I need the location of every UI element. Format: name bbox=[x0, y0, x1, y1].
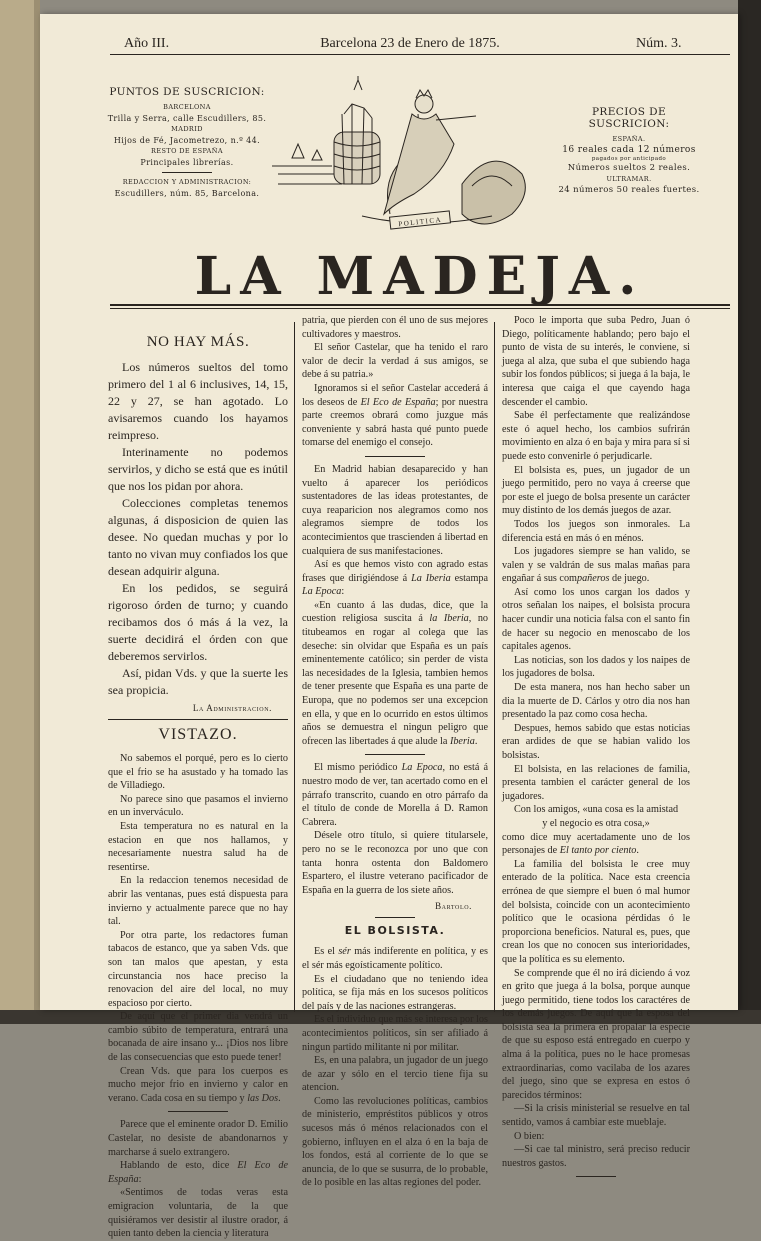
paragraph: Esta temperatura no es natural en la estacion en que nos hallamos, y necesariamente nuestra salud ha de resentirse. bbox=[108, 820, 288, 873]
scan-background bbox=[738, 0, 761, 1024]
paragraph: La familia del bolsista le cree muy enterado de la política. Nace esta creencia errónea de que siempre el buen ó mal humor del bolsista, coincide con un acontecimiento político que le ocasiona pérdidas ó le proporciona beneficios. Natural es, pues, que crean los que no conocen sus interioridades, que la política es su elemento. bbox=[502, 858, 690, 965]
paragraph: El bolsista es, pues, un jugador de un juego permitido, pero no vaya á creerse que por este el juego de bolsa presente un carácter muy distinto de los demás juegos de azar. bbox=[502, 464, 690, 517]
allegory-illustration bbox=[272, 74, 538, 234]
paragraph: En la redaccion tenemos necesidad de abrir las ventanas, pues está dispuesta para invierno y actualmente parece que no hay tal. bbox=[108, 875, 288, 928]
paragraph: Hablando de esto, dice El Eco de España: bbox=[108, 1160, 288, 1185]
paragraph: Así como los unos cargan los dados y otros señalan los naipes, el bolsista procura hacer cundir una noticia falsa con el santo fin de hacer su negocio en menoscabo de los capitales agenos. bbox=[502, 586, 690, 653]
paragraph: El mismo periódico La Epoca, no está á nuestro modo de ver, tan acertado como en el párrafo transcrito, cuando en otro párrafo da el título de conde de Morella á D. Ramon Cabrera. bbox=[302, 762, 488, 828]
editorial-office-heading: REDACCION Y ADMINISTRACION: bbox=[122, 178, 252, 186]
paragraph: Interinamente no podemos servirlos, y dicho se está que es inútil que nos los pidan por ahora. bbox=[108, 445, 288, 493]
paragraph: Los números sueltos del tomo primero del 1 al 6 inclusives, 14, 15, 22 y 27, se han agotado. Lo avisaremos cuando los hayamos reimpreso. bbox=[108, 360, 288, 442]
header-rule bbox=[110, 54, 730, 55]
paragraph: Sabe él perfectamente que realizándose este ó aquel hecho, los cambios sufrirán movimiento en alza ó en baja y mira para sí si puede esto convenirle ó perjudicarle. bbox=[502, 410, 690, 462]
price-region-overseas: ULTRAMAR. bbox=[606, 175, 652, 183]
issue-year: Año III. bbox=[124, 36, 170, 51]
paragraph: El bolsista, en las relaciones de familia, presenta tambien el carácter general de los jugadores. bbox=[502, 763, 690, 802]
paragraph: «Sentimos de todas veras esta emigracion voluntaria, de la que quisiéramos ver desistir al ilustre orador, á quien tanto deben la ciencia y literatura bbox=[108, 1187, 288, 1240]
sub-bookstores: Principales librerías. bbox=[140, 158, 234, 167]
paragraph: Se comprende que él no irá diciendo á voz en grito que juega á la bolsa, porque aunque juego permitido, tiene todos los caractéres de los demás juegos. De aquí que la esposa del bolsista sea la primera en propalar la especie de que su esposo está entregado en cuerpo y alma á la política, pues no le hace promesas extraordinarias, como vacilaba de los azares del juego, sino que se expresa en estos ó parecidos términos: bbox=[502, 967, 690, 1101]
paragraph: Es el ciudadano que no teniendo idea política, se fija más en los sucesos políticos del país y de las naciones estrangeras. bbox=[302, 973, 488, 1012]
subscription-points-heading: PUNTOS DE SUSCRICION: bbox=[109, 86, 265, 98]
paragraph: Poco le importa que suba Pedro, Juan ó Diego, políticamente hablando; pero bajo el punto de vista de su interés, le conviene, si juega al alza, que suba el que subiendo haga subir los fondos públicos; si juega á la baja, le interesa que caiga el que cayendo haga descender el cambio. bbox=[502, 315, 690, 408]
paragraph: De esta manera, nos han hecho saber un dia la muerte de D. Cárlos y otro dia nos han presentado la paz como cosa hecha. bbox=[502, 682, 690, 721]
sub-rest-of-spain: RESTO DE ESPAÑA bbox=[151, 147, 223, 155]
issue-number: Núm. 3. bbox=[636, 36, 682, 51]
paragraph: O bien: bbox=[514, 1130, 545, 1142]
paragraph: Con los amigos, «una cosa es la amistad bbox=[514, 804, 679, 816]
paragraph: como dice muy acertadamente uno de los personajes de El tanto por ciento. bbox=[502, 831, 690, 857]
price-overseas: 24 números 50 reales fuertes. bbox=[558, 185, 700, 195]
paragraph: Como las revoluciones políticas, cambios de ministerio, empréstitos públicos y otros sucesos más ó ménos relacionados con el gobierno, influyen en el alza ó en la baja de los fondos, está al corriente de lo que se anuncia, de lo que se susurra, de lo probable, de lo posible en las altas regiones del poder. bbox=[302, 1095, 488, 1189]
paragraph: Despues, hemos sabido que estas noticias eran ardides de que se habian valido los bolsistas. bbox=[502, 722, 690, 761]
quote-line: y el negocio es otra cosa,» bbox=[542, 817, 650, 829]
paragraph: Es el sér más indiferente en política, y es el sér más egoísticamente político. bbox=[302, 946, 489, 971]
paragraph: Es, en una palabra, un jugador de un juego de azar y sólo en el tercio tiene fija su atencion. bbox=[302, 1055, 488, 1094]
paragraph: Los jugadores siempre se han valido, se valen y se valdrán de sus malas mañas para engañar á sus compañeros de juego. bbox=[502, 546, 690, 585]
subscription-points bbox=[102, 86, 272, 199]
article-title-el-bolsista: EL BOLSISTA. bbox=[344, 924, 446, 938]
paragraph: Todos los juegos son inmorales. La diferencia está en más ó en ménos. bbox=[502, 518, 690, 544]
paragraph: Así es que hemos visto con agrado estas frases que dirigiéndose á La Iberia estampa La Epoca: bbox=[302, 559, 488, 598]
paragraph: Así, pidan Vds. y que la suerte les sea propicia. bbox=[108, 666, 288, 697]
paragraph: No parece sino que pasamos el invierno en un inverváculo. bbox=[108, 793, 288, 819]
price-single-issue: Números sueltos 2 reales. bbox=[567, 163, 691, 173]
seated-figure bbox=[384, 114, 454, 214]
column-divider-2 bbox=[494, 322, 495, 1012]
paragraph: —Si la crisis ministerial se resuelve en tal sentido, vamos á cambiar este mueblaje. bbox=[502, 1103, 690, 1129]
paragraph: Crean Vds. que para los cuerpos es mucho mejor frio en invierno y calor en verano. Cada cosa en su tiempo y las Dos. bbox=[108, 1065, 288, 1104]
signature-bartolo: Bartolo. bbox=[435, 901, 472, 912]
price-prepaid-note: pagados por anticipado bbox=[591, 156, 667, 162]
article-title-vistazo: VISTAZO. bbox=[158, 726, 238, 743]
figure-head bbox=[415, 95, 433, 113]
paragraph: En los pedidos, se seguirá rigoroso órden de turno; y cuando recibamos dos ó más á la vez, la suerte decidirá el órden con que deberemos servirlos. bbox=[108, 581, 288, 663]
paragraph: Colecciones completas tenemos algunas, á disposicion de quien las desee. No quedan muchas y por lo tanto no vivan muy confiados los que desean adquirir alguna. bbox=[108, 496, 288, 578]
price-spain-subscription: 16 reales cada 12 números bbox=[562, 145, 696, 155]
subscription-prices bbox=[550, 106, 708, 196]
sub-city-madrid: MADRID bbox=[171, 125, 203, 133]
title-rule-bottom bbox=[110, 308, 730, 309]
paragraph: No sabemos el porqué, pero es lo cierto que el frio se ha asustado y ha tomado las de Villadiego. bbox=[108, 753, 288, 792]
issue-date: Barcelona 23 de Enero de 1875. bbox=[320, 36, 500, 51]
lion-icon bbox=[462, 161, 525, 224]
cross-icon bbox=[354, 76, 362, 90]
book-binding bbox=[0, 0, 40, 1024]
price-region-spain: ESPAÑA. bbox=[612, 135, 646, 143]
ships-icon bbox=[292, 144, 322, 160]
column-divider-1 bbox=[294, 322, 295, 1012]
paragraph: De aquí que el primer dia vendrá un cambio súbito de temperatura, entrará una bocanada de aire insano y... ¡Dios nos libre de las consecuencias que esto puede tener! bbox=[108, 1011, 288, 1064]
subscription-prices-heading: PRECIOS DE SUSCRICION: bbox=[588, 106, 670, 130]
newspaper-title: LA MADEJA. bbox=[194, 246, 646, 307]
paragraph: Ignoramos si el señor Castelar accederá á los deseos de El Eco de España; por nuestra parte creemos obrará como juzgue más conveniente y sabrá hasta qué punto puede tomarse del enemigo el consejo. bbox=[302, 382, 488, 449]
paragraph: «En cuanto á las dudas, dice, que la cuestion religiosa suscita á la Iberia, no titubeamos en rogar al colega que las deseche: sin olvidar que España es un país eminentemente católico; sin perder de vista las necesidades de la Iglesia, tambien hemos de tener presente que España es una parte de Europa, que no podemos ser una excepcion en ella, y que en lo ocurrido en estos últimos años se demuestra el ningun peligro que ofrecen las libertades á que alude la Iberia. bbox=[302, 599, 489, 747]
paragraph: —Si cae tal ministro, será preciso reducir nuestros gastos. bbox=[502, 1144, 690, 1169]
sub-city-barcelona: BARCELONA bbox=[163, 103, 211, 111]
paragraph: patria, que pierden con él uno de sus mejores cultivadores y maestros. bbox=[302, 315, 488, 340]
signature-administracion: La Administracion. bbox=[192, 703, 272, 713]
banner-text: POLITICA bbox=[397, 215, 443, 229]
column-1 bbox=[108, 328, 288, 1241]
sub-address-barcelona: Trilla y Serra, calle Escudillers, 85. bbox=[107, 114, 267, 123]
title-rule-top bbox=[110, 304, 730, 306]
editorial-office-address: Escudillers, núm. 85, Barcelona. bbox=[114, 189, 260, 198]
column-3 bbox=[502, 314, 690, 1183]
paragraph: El señor Castelar, que ha tenido el raro valor de decir la verdad á sus amigos, se debe á su patria.» bbox=[302, 342, 488, 381]
paragraph: Las noticias, son los dados y los naipes de los jugadores de bolsa. bbox=[502, 654, 690, 680]
newspaper-page bbox=[40, 14, 738, 1240]
paragraph: Parece que el eminente orador D. Emilio Castelar, no desiste de abandonarnos y marcharse á suelo extrangero. bbox=[108, 1119, 288, 1158]
sub-address-madrid: Hijos de Fé, Jacometrezo, n.º 44. bbox=[113, 136, 261, 145]
column-2 bbox=[302, 314, 488, 1190]
paragraph: Désele otro título, si quiere titularsele, pero no se le reconozca por uno que con tanta honra ostenta don Baldomero Espartero, el ilustre veterano pacificador de España en la guerra de los siete años. bbox=[302, 830, 488, 896]
paragraph: Es el individuo que más se interesa por los acontecimientos políticos, sin ser afiliado á ningun partido militante ni por militar. bbox=[302, 1014, 488, 1053]
paragraph: Por otra parte, los redactores fuman tabacos de estanco, que ya saben Vds. que son tan malos que apestan, y esta circunstancia nos hace preciso la renovacion del aire del local, no muy espacioso por cierto. bbox=[108, 929, 288, 1009]
article-title-no-hay-mas: NO HAY MÁS. bbox=[146, 334, 250, 350]
paragraph: En Madrid habian desaparecido y han vuelto á aparecer los periódicos sustentadores de las ideas protestantes, de cuya reaparicion nos alegramos como nos alegramos siempre de todos los acontecimientos que trascienden á libertad en cualquiera de sus manifestaciones. bbox=[302, 463, 488, 557]
